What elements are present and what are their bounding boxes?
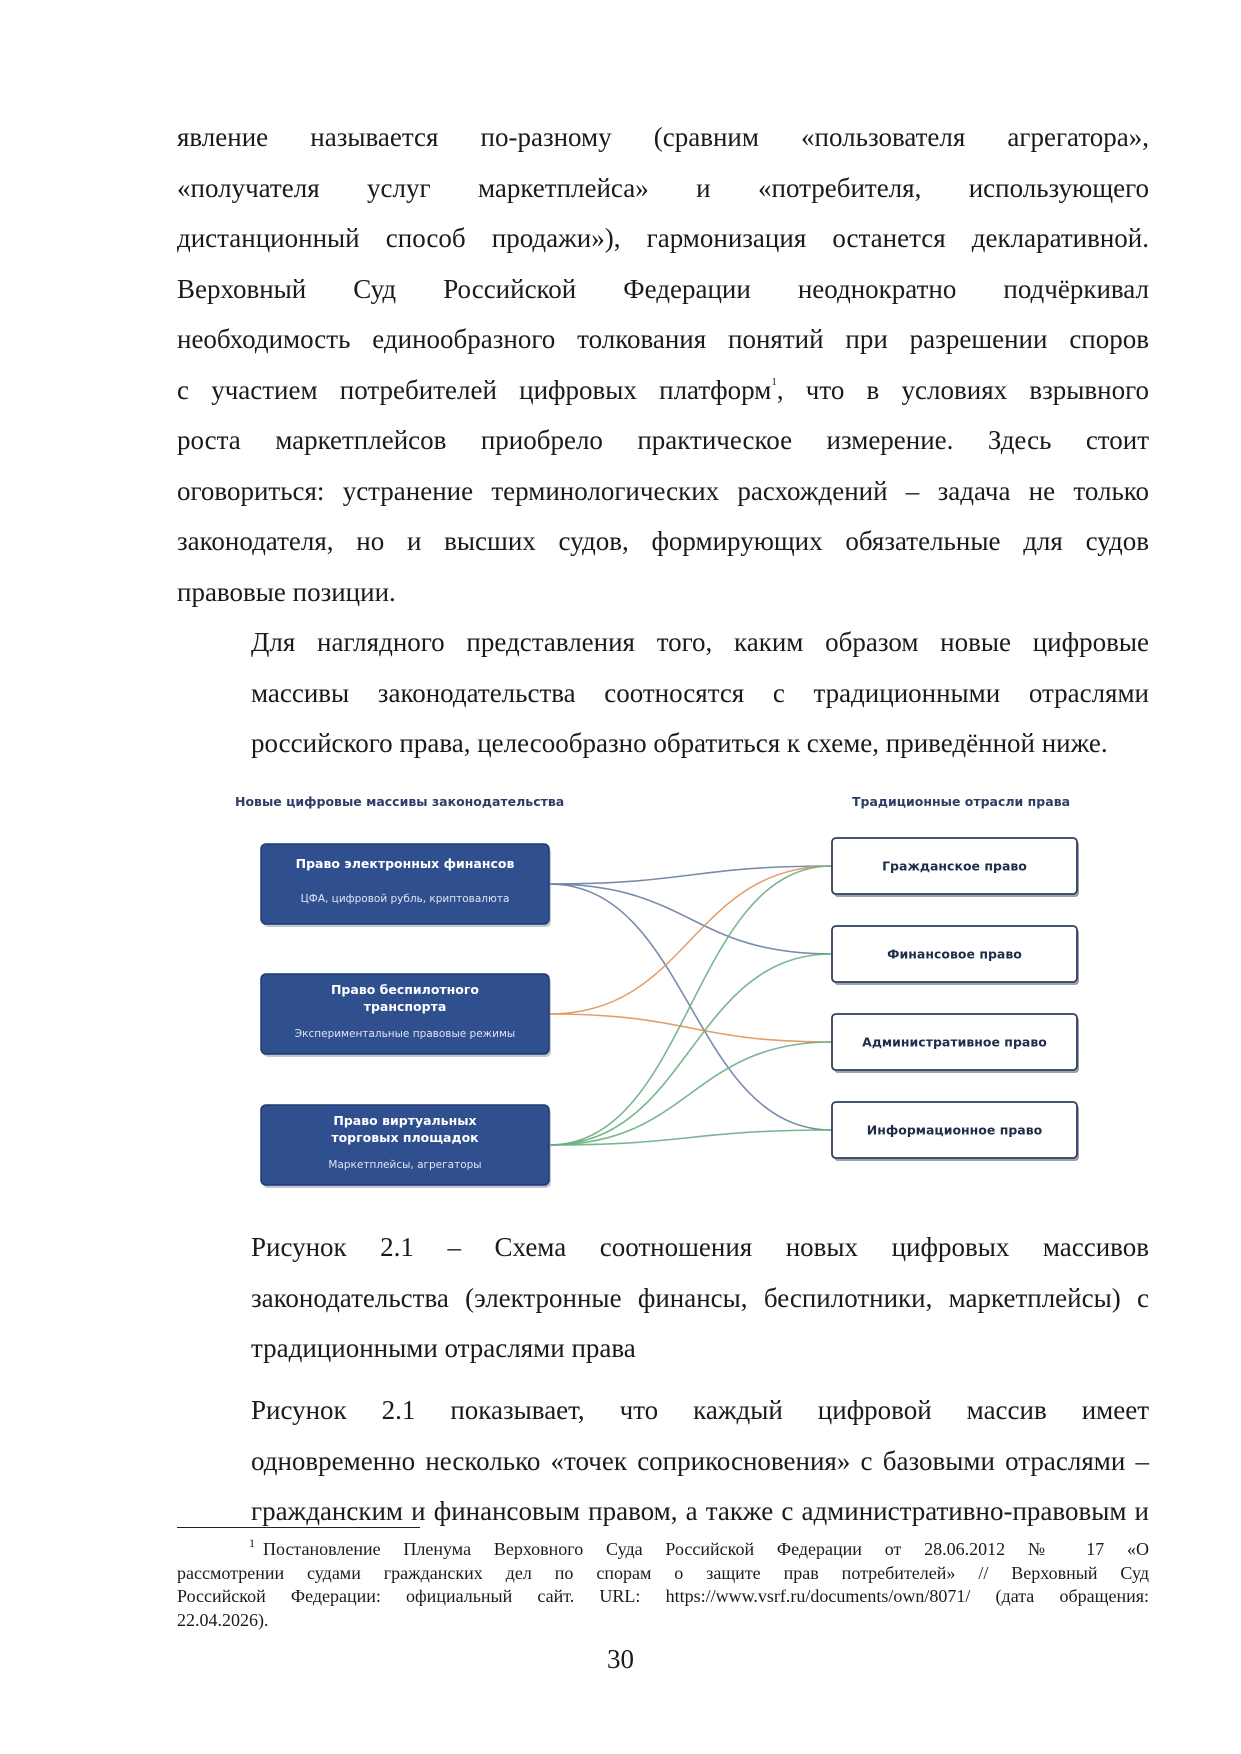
target-node-label: Гражданское право — [882, 858, 1027, 874]
target-node — [832, 838, 1079, 897]
target-node-group — [832, 838, 1079, 1161]
caption-line: традиционными отраслями права — [251, 1333, 636, 1363]
left-column-heading: Новые цифровые массивы законодательства — [235, 794, 565, 809]
figure-diagram — [225, 790, 1105, 1200]
link-curve — [549, 1042, 832, 1145]
target-node — [832, 1102, 1079, 1161]
source-node — [261, 974, 551, 1057]
source-node-title: Право виртуальных — [333, 1113, 477, 1128]
caption-line: Рисунок 2.1 – Схема соотношения новых цифровых массивов — [251, 1232, 1149, 1262]
footnote-line: рассмотрении судами гражданских дел по спорам о защите прав потребителей» // Верховный Суд — [177, 1562, 1149, 1583]
paragraph-1 — [177, 112, 1149, 617]
source-node-title: Право электронных финансов — [295, 856, 515, 871]
figure-caption — [177, 1222, 1149, 1374]
source-node — [261, 844, 551, 927]
text-line-with-footnote — [177, 365, 1149, 416]
text-line: российского права, целесообразно обратиться к схеме, приведённой ниже. — [251, 728, 1108, 758]
right-column-heading: Традиционные отрасли права — [852, 794, 1071, 809]
source-node-group — [261, 844, 551, 1188]
page-number: 30 — [607, 1644, 634, 1674]
footnote-line: Российской Федерации: официальный сайт. URL: https://www.vsrf.ru/documents/own/8071/ (дата обращения: — [177, 1586, 1149, 1606]
target-node-label: Административное право — [862, 1034, 1047, 1050]
text-line: необходимость единообразного толкования понятий при разрешении споров — [177, 324, 1149, 354]
text-line: «получателя услуг маркетплейса» и «потребителя, использующего — [177, 172, 1149, 203]
footnote-number: 1 — [249, 1536, 255, 1550]
diagram-canvas — [225, 790, 1105, 1200]
text-line: гражданским и финансовым правом, а также с административно-правовым и — [251, 1496, 1149, 1526]
source-node-title: транспорта — [363, 999, 447, 1014]
source-node-title: торговых площадок — [331, 1130, 479, 1145]
text-line: Рисунок 2.1 показывает, что каждый цифровой массив имеет — [251, 1395, 1149, 1425]
text-line: законодателя, но и высших судов, формирующих обязательные для судов — [177, 526, 1149, 556]
source-node-title: Право беспилотного — [330, 982, 480, 997]
footnote-text: Постановление Пленума Верховного Суда Российской Федерации от 28.06.2012 № 17 «О — [263, 1539, 1149, 1559]
footnote-reference[interactable]: 1 — [771, 375, 777, 388]
text-line: дистанционный способ продажи»), гармонизация останется декларативной. — [177, 223, 1149, 253]
caption-line: законодательства (электронные финансы, беспилотники, маркетплейсы) с — [251, 1282, 1149, 1313]
link-curve — [549, 1014, 832, 1042]
paragraph-2 — [177, 617, 1149, 769]
text-line: Верховный Суд Российской Федерации неоднократно подчёркивал — [177, 273, 1149, 304]
text-line: одновременно несколько «точек соприкосновения» с базовыми отраслями – — [251, 1445, 1149, 1476]
target-node — [832, 1014, 1079, 1073]
text-line: оговориться: устранение терминологических расхождений – задача не только — [177, 475, 1149, 506]
text-line: явление называется по-разному (сравним «пользователя агрегатора», — [177, 122, 1149, 152]
target-node-label: Финансовое право — [887, 946, 1022, 962]
text-line: массивы законодательства соотносятся с традиционными отраслями — [251, 677, 1149, 708]
source-node-subtitle: Маркетплейсы, агрегаторы — [328, 1159, 482, 1171]
text-line: правовые позиции. — [177, 576, 396, 607]
link-group — [549, 866, 832, 1145]
source-node-subtitle: ЦФА, цифровой рубль, криптовалюта — [300, 893, 510, 905]
link-curve — [549, 866, 832, 1145]
text-line: роста маркетплейсов приобрело практическое измерение. Здесь стоит — [177, 425, 1149, 455]
text-fragment: , что в условиях взрывного — [776, 374, 1149, 405]
footnote-line: 22.04.2026). — [177, 1609, 269, 1630]
link-curve — [549, 866, 832, 1014]
link-curve — [549, 884, 832, 954]
text-line: Для наглядного представления того, каким образом новые цифровые — [251, 627, 1149, 657]
target-node — [832, 926, 1079, 985]
footnote-line — [177, 1538, 1149, 1562]
footnote-separator — [177, 1527, 420, 1528]
target-node-label: Информационное право — [866, 1122, 1043, 1138]
link-curve — [549, 954, 832, 1145]
paragraph-3 — [177, 1385, 1149, 1537]
source-node — [261, 1105, 551, 1188]
text-fragment: с участием потребителей цифровых платформ — [177, 374, 772, 405]
source-node-subtitle: Экспериментальные правовые режимы — [294, 1028, 516, 1040]
footnote — [177, 1538, 1149, 1632]
